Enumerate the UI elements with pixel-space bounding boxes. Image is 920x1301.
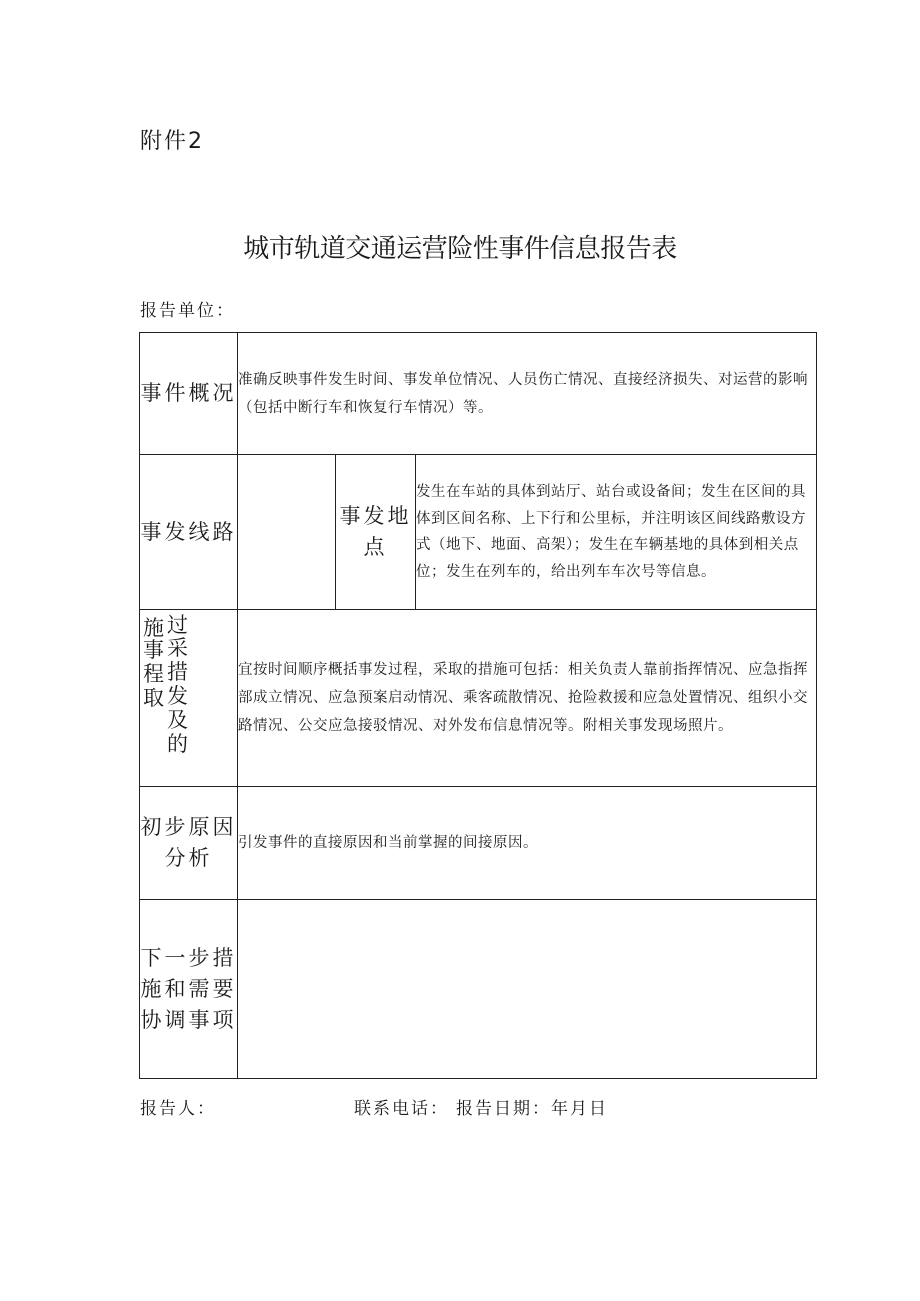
reporting-unit-label: 报告单位： bbox=[140, 301, 235, 321]
row-event-overview bbox=[140, 333, 817, 455]
label-char: 采 bbox=[167, 636, 188, 660]
process-measures-label bbox=[140, 610, 238, 787]
label-char: 取 bbox=[143, 686, 164, 710]
label-char: 事 bbox=[143, 638, 164, 662]
page-title: 城市轨道交通运营险性事件信息报告表 bbox=[243, 234, 677, 264]
row-cause-analysis bbox=[140, 787, 817, 900]
event-overview-field[interactable]: 准确反映事件发生时间、事发单位情况、人员伤亡情况、直接经济损失、对运营的影响（包括中断行车和恢复行车情况）等。 bbox=[238, 333, 817, 455]
next-steps-field[interactable] bbox=[238, 900, 817, 1079]
cause-analysis-label: 初步原因分析 bbox=[140, 787, 238, 900]
row-process-measures bbox=[140, 610, 817, 787]
row-incident-line bbox=[140, 455, 817, 610]
contact-phone-label: 联系电话： bbox=[354, 1099, 449, 1119]
label-char: 程 bbox=[143, 662, 164, 686]
incident-location-field[interactable]: 发生在车站的具体到站厅、站台或设备间；发生在区间的具体到区间名称、上下行和公里标，并注明该区间线路敷设方式（地下、地面、高架）；发生在车辆基地的具体到相关点位；发生在列车的，给出列车车次号等信息。 bbox=[416, 455, 817, 610]
reporter-label: 报告人： bbox=[140, 1099, 216, 1119]
label-char: 及 bbox=[167, 708, 188, 732]
attachment-label: 附件2 bbox=[140, 129, 204, 154]
label-char: 的 bbox=[167, 732, 188, 756]
cause-analysis-field[interactable]: 引发事件的直接原因和当前掌握的间接原因。 bbox=[238, 787, 817, 900]
label-char: 措 bbox=[167, 660, 188, 684]
report-form-table bbox=[139, 332, 817, 1079]
event-overview-label: 事件概况 bbox=[140, 333, 238, 455]
label-char: 过 bbox=[167, 613, 188, 637]
incident-line-field[interactable] bbox=[238, 455, 336, 610]
row-next-steps bbox=[140, 900, 817, 1079]
label-char: 发 bbox=[167, 684, 188, 708]
incident-line-label: 事发线路 bbox=[140, 455, 238, 610]
next-steps-label: 下一步措施和需要协调事项 bbox=[140, 900, 238, 1079]
process-measures-field[interactable]: 宜按时间顺序概括事发过程，采取的措施可包括：相关负责人靠前指挥情况、应急指挥部成立情况、应急预案启动情况、乘客疏散情况、抢险救援和应急处置情况、组织小交路情况、公交应急接驳情况、对外发布信息情况等。附相关事发现场照片。 bbox=[238, 610, 817, 787]
label-char: 施 bbox=[143, 616, 164, 640]
incident-location-label: 事发地点 bbox=[336, 455, 416, 610]
report-date-label: 报告日期：年月日 bbox=[456, 1099, 608, 1119]
